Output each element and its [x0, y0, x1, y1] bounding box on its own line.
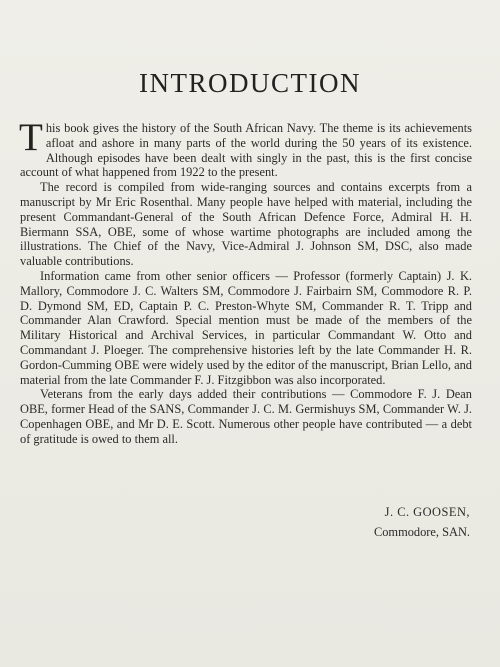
paragraph-4: Veterans from the early days added their contributions — Commodore F. J. Dean OBE, former Head of the SANS, Commander J. C. M. Germishuys SM, Commander W. J. Copenhagen OBE, and Mr D. E. Scott. Numerous other people have contributed — a debt of gratitude is owed to them all.: [20, 387, 472, 446]
signature-name: J. C. GOOSEN,: [384, 505, 470, 519]
paragraph-1: [19, 116, 472, 180]
introduction-body: [19, 116, 472, 447]
paragraph-1-text: his book gives the history of the South African Navy. The theme is its achievements afloat and ashore in many parts of the world during the 50 years of its existence. Although episodes have been dealt with singly in the past, this is the first concise account of what happened from 1922 to the present.: [20, 121, 472, 180]
page-title: INTRODUCTION: [139, 68, 361, 98]
paragraph-2: The record is compiled from wide-ranging sources and contains excerpts from a manuscript by Mr Eric Rosenthal. Many people have helped with material, including the present Commandant-General of the South African Defence Force, Admiral H. H. Biermann SSA, OBE, some of whose wartime photographs are included among the illustrations. The Chief of the Navy, Vice-Admiral J. Johnson SM, DSC, also made valuable contributions.: [20, 180, 472, 269]
signature-rank: Commodore, SAN.: [373, 525, 470, 539]
paragraph-3: Information came from other senior officers — Professor (formerly Captain) J. K. Mallory, Commodore J. C. Walters SM, Commodore J. Fairbairn SM, Commodore R. P. D. Dymond SM, ED, Captain P. C. Preston-Whyte SM, Commander R. T. Tripp and Commander Alan Crawford. Special mention must be made of the members of the Military Historical and Archival Services, in particular Commandant W. Otto and Commandant J. Ploeger. The comprehensive histories left by the late Commander H. R. Gordon-Cumming OBE were widely used by the editor of the manuscript, Brian Lello, and material from the late Commander F. J. Fitzgibbon was also incorporated.: [20, 268, 472, 387]
drop-cap: T: [19, 116, 43, 159]
